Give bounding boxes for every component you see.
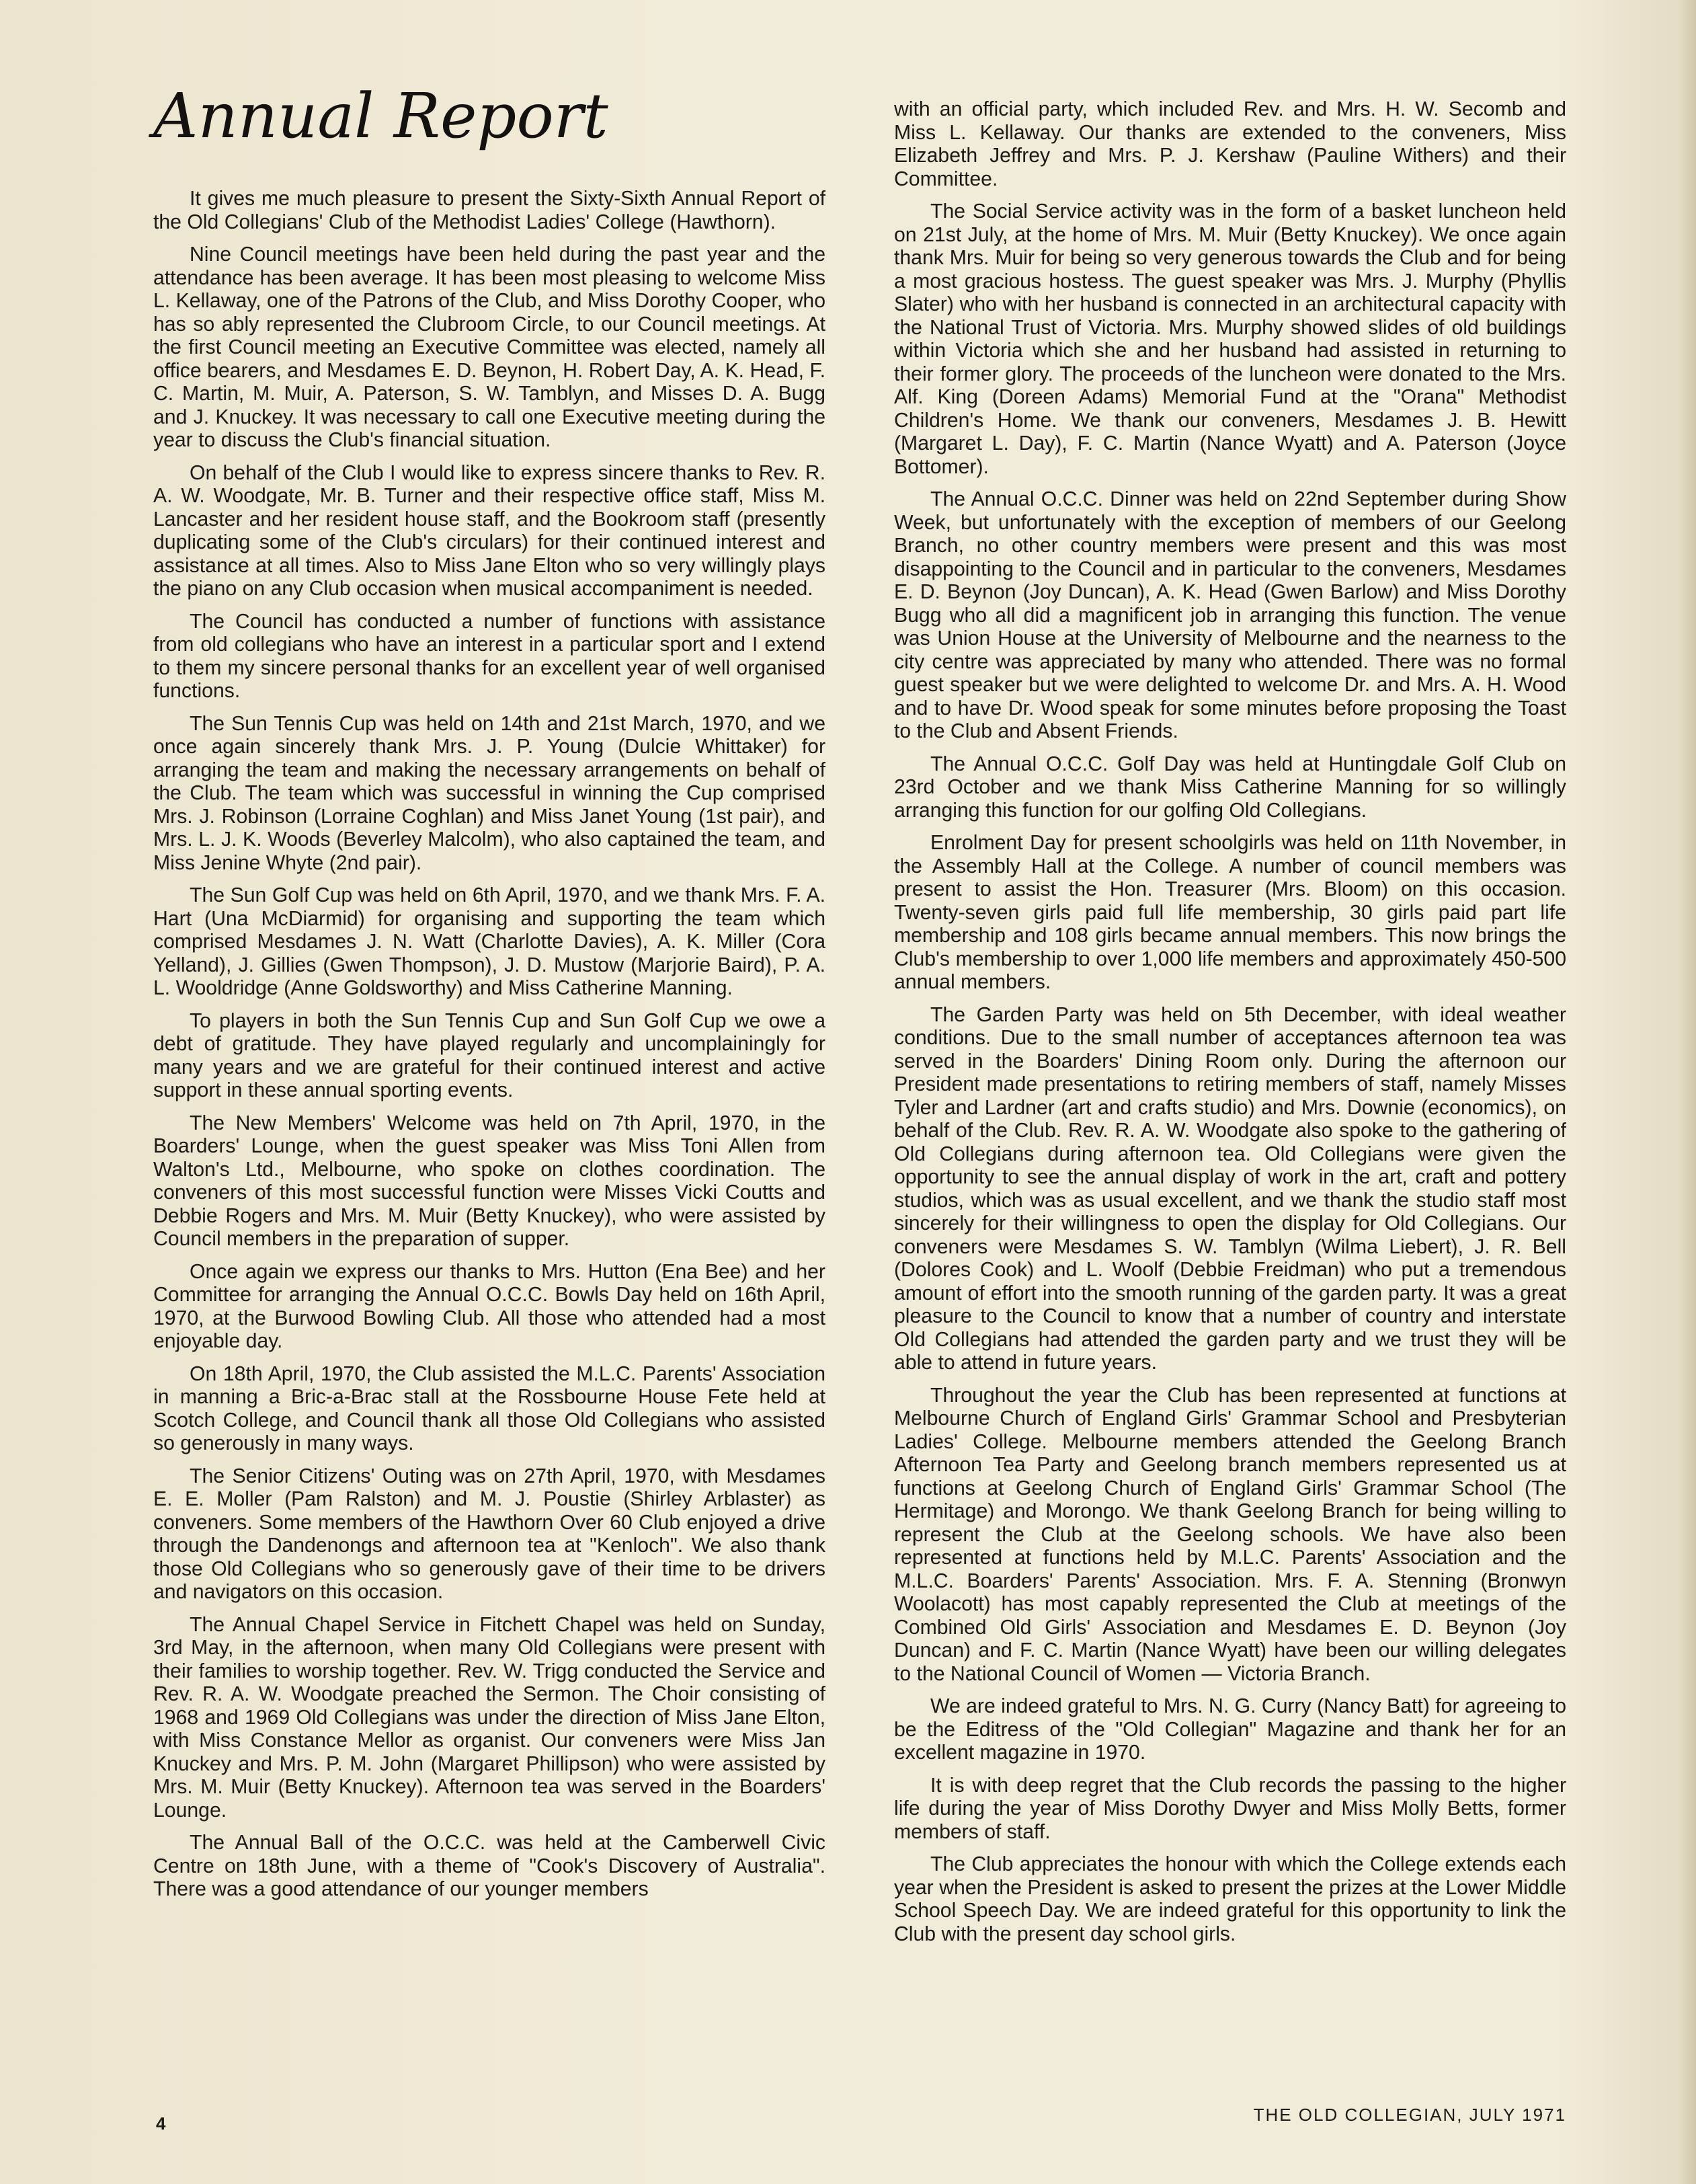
paragraph: The Annual O.C.C. Dinner was held on 22nd September during Show Week, but unfortunately with the exception of members of our Geelong Branch, no other country members were present and this was most disappointing to the Council and in particular to the conveners, Mesdames E. D. Beynon (Joy Duncan), A. K. Head (Gwen Barlow) and Miss Dorothy Bugg who all did a magnificent job in arranging this function. The venue was Union House at the University of Melbourne and the nearness to the city centre was appreciated by many who attended. There was no formal guest speaker but we were delighted to welcome Dr. and Mrs. A. H. Wood and to have Dr. Wood speak for some minutes before proposing the Toast to the Club and Absent Friends.	[894, 488, 1566, 742]
paragraph: On 18th April, 1970, the Club assisted the M.L.C. Parents' Association in manning a Bric-a-Brac stall at the Rossbourne House Fete held at Scotch College, and Council thank all those Old Collegians who assisted so generously in many ways.	[153, 1362, 825, 1454]
paragraph: It gives me much pleasure to present the Sixty-Sixth Annual Report of the Old Collegians' Club of the Methodist Ladies' College (Hawthorn).	[153, 188, 825, 233]
paragraph: The Annual Chapel Service in Fitchett Chapel was held on Sunday, 3rd May, in the afternoon, when many Old Collegians were present with their families to worship together. Rev. W. Trigg conducted the Service and Rev. R. A. W. Woodgate preached the Sermon. The Choir consisting of 1968 and 1969 Old Collegians was under the direction of Miss Jane Elton, with Miss Constance Mellor as organist. Our conveners were Miss Jan Knuckey and Mrs. P. M. John (Margaret Phillipson) who were assisted by Mrs. M. Muir (Betty Knuckey). Afternoon tea was served in the Boarders' Lounge.	[153, 1613, 825, 1822]
paragraph: Nine Council meetings have been held during the past year and the attendance has been average. It has been most pleasing to welcome Miss L. Kellaway, one of the Patrons of the Club, and Miss Dorothy Cooper, who has so ably represented the Clubroom Circle, to our Council meetings. At the first Council meeting an Executive Committee was elected, namely all office bearers, and Mesdames E. D. Beynon, H. Robert Day, A. K. Head, F. C. Martin, M. Muir, A. Paterson, S. W. Tamblyn, and Misses D. A. Bugg and J. Knuckey. It was necessary to call one Executive meeting during the year to discuss the Club's financial situation.	[153, 243, 825, 451]
paragraph: The Club appreciates the honour with which the College extends each year when the President is asked to present the prizes at the Lower Middle School Speech Day. We are indeed grateful for this opportunity to link the Club with the present day school girls.	[894, 1853, 1566, 1945]
paragraph: The Sun Golf Cup was held on 6th April, 1970, and we thank Mrs. F. A. Hart (Una McDiarmid) for organising and supporting the team which comprised Mesdames J. N. Watt (Charlotte Davies), A. K. Miller (Cora Yelland), J. Gillies (Gwen Thompson), J. D. Mustow (Marjorie Baird), P. A. L. Wooldridge (Anne Goldsworthy) and Miss Catherine Manning.	[153, 884, 825, 999]
publication-footer: THE OLD COLLEGIAN, JULY 1971	[1253, 2105, 1566, 2125]
page-title: Annual Report	[153, 80, 608, 152]
paragraph: The Senior Citizens' Outing was on 27th April, 1970, with Mesdames E. E. Moller (Pam Ralston) and M. J. Poustie (Shirley Arblaster) as conveners. Some members of the Hawthorn Over 60 Club enjoyed a drive through the Dandenongs and afternoon tea at "Kenloch". We also thank those Old Collegians who so generously gave of their time to be drivers and navigators on this occasion.	[153, 1465, 825, 1603]
paragraph: Once again we express our thanks to Mrs. Hutton (Ena Bee) and her Committee for arranging the Annual O.C.C. Bowls Day held on 16th April, 1970, at the Burwood Bowling Club. All those who attended had a most enjoyable day.	[153, 1260, 825, 1352]
right-column	[894, 98, 1566, 2089]
page-edge-shadow	[1680, 0, 1696, 2184]
paragraph-continuation: with an official party, which included Rev. and Mrs. H. W. Secomb and Miss L. Kellaway. Our thanks are extended to the conveners, Miss Elizabeth Jeffrey and Mrs. P. J. Kershaw (Pauline Withers) and their Committee.	[894, 98, 1566, 190]
paragraph: Enrolment Day for present schoolgirls was held on 11th November, in the Assembly Hall at the College. A number of council members was present to assist the Hon. Treasurer (Mrs. Bloom) on this occasion. Twenty-seven girls paid full life membership, 30 girls paid part life membership and 108 girls became annual members. This now brings the Club's membership to over 1,000 life members and approximately 450-500 annual members.	[894, 832, 1566, 993]
paragraph: Throughout the year the Club has been represented at functions at Melbourne Church of England Girls' Grammar School and Presbyterian Ladies' College. Melbourne members attended the Geelong Branch Afternoon Tea Party and Geelong branch members represented us at functions at Geelong Church of England Girls' Grammar School (The Hermitage) and Morongo. We thank Geelong Branch for being willing to represent the Club at the Geelong schools. We have also been represented at functions held by M.L.C. Parents' Association and the M.L.C. Boarders' Parents' Association. Mrs. F. A. Stenning (Bronwyn Woolacott) has most capably represented the Club at meetings of the Combined Old Girls' Association and Mesdames E. D. Beynon (Joy Duncan) and F. C. Martin (Nance Wyatt) have been our willing delegates to the National Council of Women — Victoria Branch.	[894, 1384, 1566, 1685]
paragraph: It is with deep regret that the Club records the passing to the higher life during the year of Miss Dorothy Dwyer and Miss Molly Betts, former members of staff.	[894, 1774, 1566, 1843]
paragraph: The Annual Ball of the O.C.C. was held at the Camberwell Civic Centre on 18th June, with a theme of "Cook's Discovery of Australia". There was a good attendance of our younger members	[153, 1832, 825, 1900]
paragraph: The New Members' Welcome was held on 7th April, 1970, in the Boarders' Lounge, when the guest speaker was Miss Toni Allen from Walton's Ltd., Melbourne, who spoke on clothes coordination. The conveners of this most successful function were Misses Vicki Coutts and Debbie Rogers and Mrs. M. Muir (Betty Knuckey), who were assisted by Council members in the preparation of supper.	[153, 1112, 825, 1250]
paragraph: The Annual O.C.C. Golf Day was held at Huntingdale Golf Club on 23rd October and we thank Miss Catherine Manning for so willingly arranging this function for our golfing Old Collegians.	[894, 752, 1566, 822]
left-column	[153, 188, 825, 2087]
paragraph: To players in both the Sun Tennis Cup and Sun Golf Cup we owe a debt of gratitude. They have played regularly and uncomplainingly for many years and we are grateful for their continued interest and active support in these annual sporting events.	[153, 1009, 825, 1101]
paragraph: We are indeed grateful to Mrs. N. G. Curry (Nancy Batt) for agreeing to be the Editress of the "Old Collegian" Magazine and thank her for an excellent magazine in 1970.	[894, 1695, 1566, 1764]
page-number: 4	[156, 2113, 166, 2134]
paragraph: The Social Service activity was in the form of a basket luncheon held on 21st July, at the home of Mrs. M. Muir (Betty Knuckey). We once again thank Mrs. Muir for being so very generous towards the Club and for being a most gracious hostess. The guest speaker was Mrs. J. Murphy (Phyllis Slater) who with her husband is connected in an architectural capacity with the National Trust of Victoria. Mrs. Murphy showed slides of old buildings within Victoria which she and her husband had assisted in returning to their former glory. The proceeds of the luncheon were donated to the Mrs. Alf. King (Doreen Adams) Memorial Fund at the "Orana" Methodist Children's Home. We thank our conveners, Mesdames J. B. Hewitt (Margaret L. Day), F. C. Martin (Nance Wyatt) and A. Paterson (Joyce Bottomer).	[894, 200, 1566, 478]
paragraph: The Council has conducted a number of functions with assistance from old collegians who have an interest in a particular sport and I extend to them my sincere personal thanks for an excellent year of well organised functions.	[153, 610, 825, 702]
paragraph: The Sun Tennis Cup was held on 14th and 21st March, 1970, and we once again sincerely thank Mrs. J. P. Young (Dulcie Whittaker) for arranging the team and making the necessary arrangements on behalf of the Club. The team which was successful in winning the Cup comprised Mrs. J. Robinson (Lorraine Coghlan) and Miss Janet Young (1st pair), and Mrs. L. J. K. Woods (Beverley Malcolm), who also captained the team, and Miss Jenine Whyte (2nd pair).	[153, 712, 825, 874]
paragraph: On behalf of the Club I would like to express sincere thanks to Rev. R. A. W. Woodgate, Mr. B. Turner and their respective office staff, Miss M. Lancaster and her resident house staff, and the Bookroom staff (presently duplicating some of the Club's circulars) for their continued interest and assistance at all times. Also to Miss Jane Elton who so very willingly plays the piano on any Club occasion when musical accompaniment is needed.	[153, 461, 825, 600]
paragraph: The Garden Party was held on 5th December, with ideal weather conditions. Due to the small number of acceptances afternoon tea was served in the Boarders' Dining Room only. During the afternoon our President made presentations to retiring members of staff, namely Misses Tyler and Lardner (art and crafts studio) and Mrs. Downie (economics), on behalf of the Club. Rev. R. A. W. Woodgate also spoke to the gathering of Old Collegians during afternoon tea. Old Collegians were given the opportunity to see the annual display of work in the art, craft and pottery studios, which was as usual excellent, and we thank the studio staff most sincerely for their willingness to open the display for Old Collegians. Our conveners were Mesdames S. W. Tamblyn (Wilma Liebert), J. R. Bell (Dolores Cook) and L. Woolf (Debbie Freidman) who put a tremendous amount of effort into the smooth running of the garden party. It was a great pleasure to the Council to know that a number of country and interstate Old Collegians had attended the garden party and we trust they will be able to attend in future years.	[894, 1003, 1566, 1374]
